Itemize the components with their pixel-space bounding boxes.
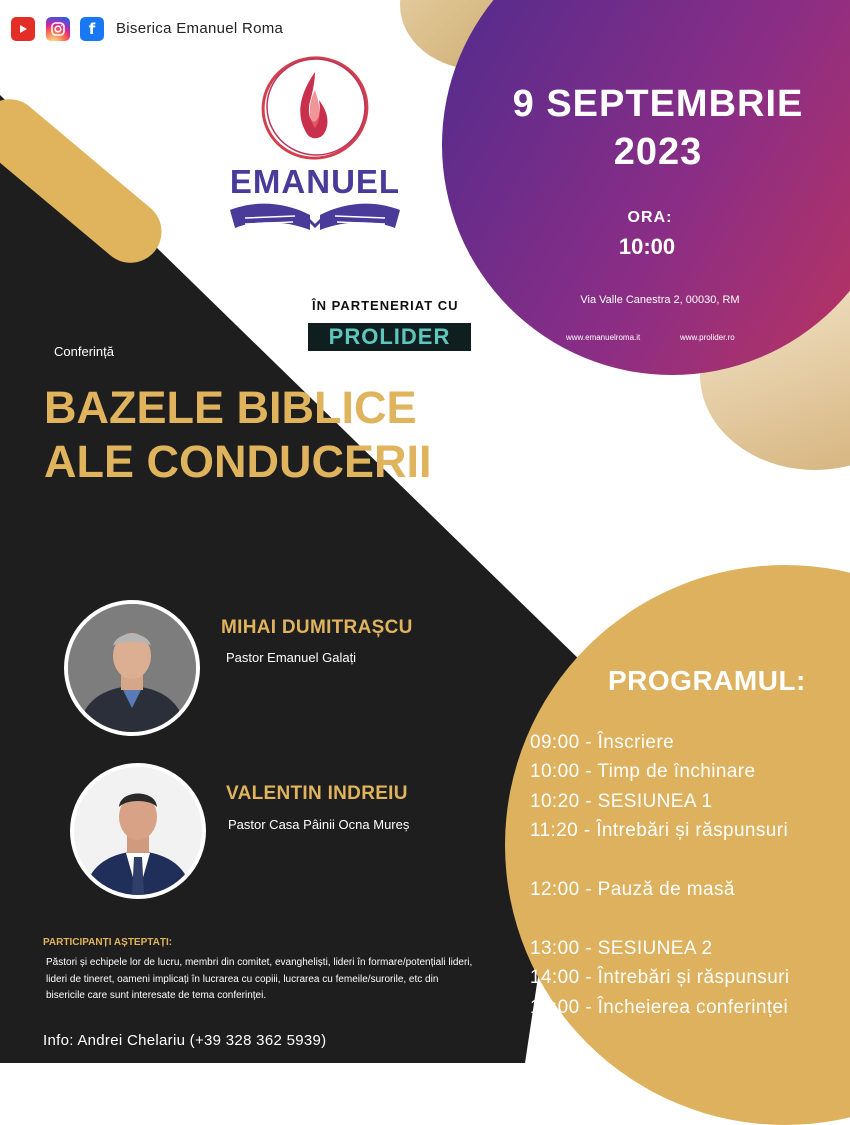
conference-label: Conferință <box>54 344 114 359</box>
participants-text: Păstori și echipele lor de lucru, membri din comitet, evangheliști, lideri în formare/potențiali lideri, lideri de tineret, oameni implicați în lucrarea cu copiii, lucrarea cu femeile/surorile, etc din bisericile care sunt interesate de tema conferinței. <box>46 957 473 1001</box>
event-address: Via Valle Canestra 2, 00030, RM <box>580 294 740 306</box>
programme-item: 14:00 - Întrebări și răspunsuri <box>530 967 790 989</box>
speaker-name: VALENTIN INDREIU <box>226 783 408 804</box>
programme-item: 10:20 - SESIUNEA 1 <box>530 790 713 812</box>
programme-title: PROGRAMUL: <box>608 665 806 696</box>
contact-info: Info: Andrei Chelariu (+39 328 362 5939) <box>43 1032 327 1049</box>
partner-label: ÎN PARTENERIAT CU <box>312 298 459 313</box>
emanuel-logo <box>215 50 415 245</box>
logo-wordmark: EMANUEL <box>229 163 401 200</box>
speaker-role: Pastor Casa Pâinii Ocna Mureș <box>228 817 410 832</box>
programme-spacer <box>530 904 850 933</box>
programme-item: 11:20 - Întrebări și răspunsuri <box>530 820 789 842</box>
conference-title: BAZELE BIBLICE ALE CONDUCERII <box>44 382 432 487</box>
programme-spacer <box>530 846 850 875</box>
speaker-photo <box>70 763 206 899</box>
organization-name: Biserica Emanuel Roma <box>116 20 284 37</box>
website-link[interactable]: www.emanuelroma.it <box>566 333 641 342</box>
youtube-icon[interactable] <box>11 17 35 41</box>
participants-title: PARTICIPANȚI AȘTEPTAȚI: <box>43 937 173 948</box>
programme-item: 12:00 - Pauză de masă <box>530 879 735 901</box>
programme-list <box>530 728 850 1022</box>
prolider-logo: PROLIDER <box>308 323 471 351</box>
speaker-name: MIHAI DUMITRAȘCU <box>221 617 413 638</box>
programme-item: 15:00 - Încheierea conferinței <box>530 996 789 1018</box>
event-date: 9 SEPTEMBRIE 2023 <box>512 83 804 173</box>
event-time: 10:00 <box>618 234 676 259</box>
speaker-role: Pastor Emanuel Galați <box>226 650 357 665</box>
speaker-photo <box>64 600 200 736</box>
programme-item: 09:00 - Înscriere <box>530 732 675 753</box>
time-label: ORA: <box>627 209 673 226</box>
programme-item: 10:00 - Timp de închinare <box>530 761 756 783</box>
website-link[interactable]: www.prolider.ro <box>680 333 735 342</box>
facebook-icon[interactable]: f <box>80 17 104 41</box>
instagram-icon[interactable] <box>46 17 70 41</box>
programme-item: 13:00 - SESIUNEA 2 <box>530 937 713 959</box>
